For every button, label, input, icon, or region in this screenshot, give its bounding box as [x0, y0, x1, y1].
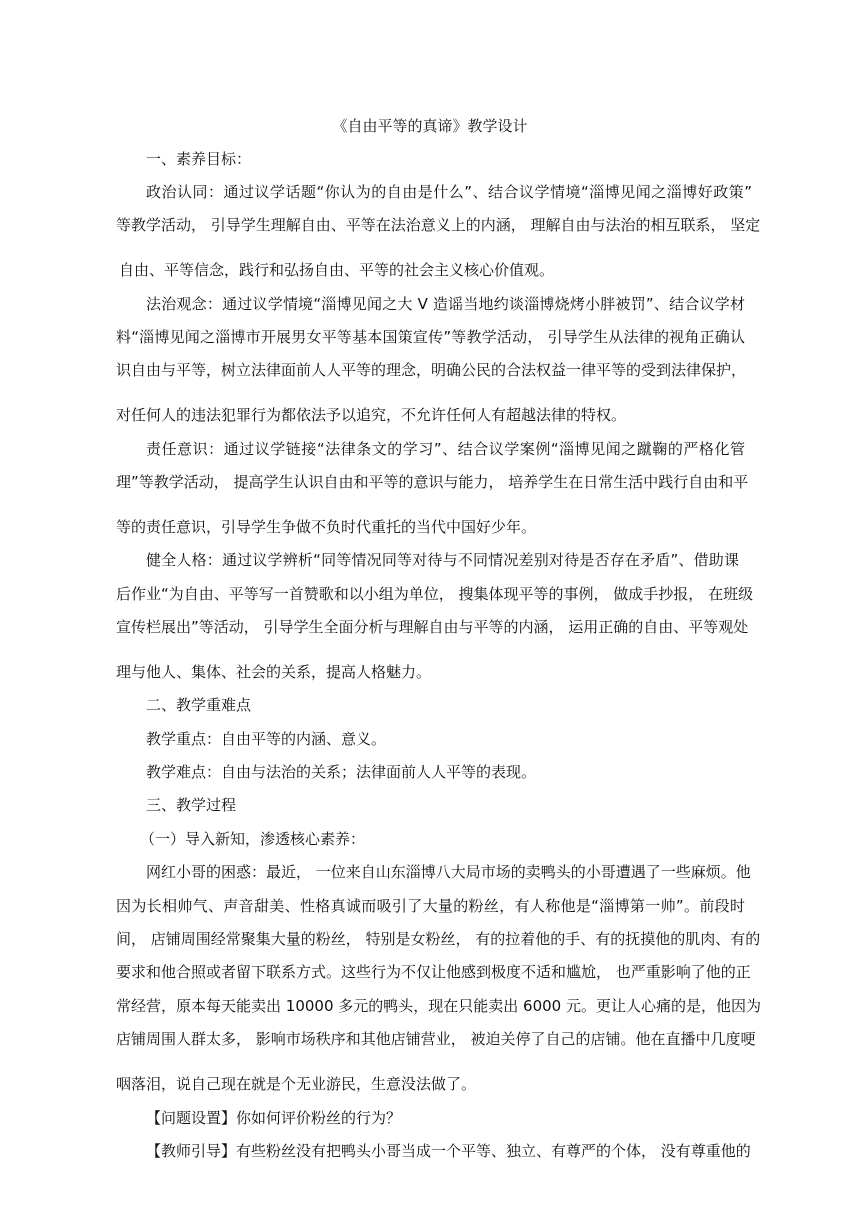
question-setting: 【问题设置】你如何评价粉丝的行为？ [146, 1109, 402, 1127]
subsection-heading: （一）导入新知，渗透核心素养： [140, 830, 366, 848]
paragraph-line: 网红小哥的困惑：最近， 一位来自山东淄博八大局市场的卖鸭头的小哥遭遇了一些麻烦。他 [146, 863, 751, 881]
paragraph-line: 咽落泪，说自己现在就是个无业游民，生意没法做了。 [116, 1075, 477, 1093]
paragraph-line: 理与他人、集体、社会的关系，提高人格魅力。 [116, 663, 432, 681]
section-heading-key-points: 二、教学重难点 [146, 696, 252, 714]
paragraph-line: 理”等教学活动， 提高学生认识自由和平等的意识与能力， 培养学生在日常生活中践行自由和平 [116, 473, 749, 491]
paragraph-line: 要求和他合照或者留下联系方式。这些行为不仅让他感到极度不适和尴尬， 也严重影响了他的正 [116, 963, 751, 981]
paragraph-line: 店铺周围人群太多， 影响市场秩序和其他店铺营业， 被迫关停了自己的店铺。他在直播中几度哽 [116, 1030, 756, 1048]
paragraph-line: 宣传栏展出”等活动， 引导学生全面分析与理解自由与平等的内涵， 运用正确的自由、平等观处 [116, 618, 749, 636]
paragraph-line: 法治观念：通过议学情境“淄博见闻之大 V 造谣当地约谈淄博烧烤小胖被罚”、结合议学材 [146, 295, 745, 313]
paragraph-line: 识自由与平等，树立法律面前人人平等的理念，明确公民的合法权益一律平等的受到法律保护， [116, 361, 747, 379]
paragraph-line: 等教学活动， 引导学生理解自由、平等在法治意义上的内涵， 理解自由与法治的相互联系， 坚定 [116, 216, 761, 234]
paragraph-line: 后作业“为自由、平等写一首赞歌和以小组为单位， 搜集体现平等的事例， 做成手抄报， 在班级 [116, 585, 754, 603]
paragraph-line: 间， 店铺周围经常聚集大量的粉丝， 特别是女粉丝， 有的拉着他的手、有的抚摸他的肌肉、有的 [116, 930, 761, 948]
paragraph-line: 政治认同：通过议学话题“你认为的自由是什么”、结合议学情境“淄博见闻之淄博好政策” [146, 183, 752, 201]
paragraph-line: 自由、平等信念，践行和弘扬自由、平等的社会主义核心价值观。 [119, 261, 555, 279]
teacher-guidance: 【教师引导】有些粉丝没有把鸭头小哥当成一个平等、独立、有尊严的个体， 没有尊重他的 [146, 1142, 751, 1160]
paragraph-line: 因为长相帅气、声音甜美、性格真诚而吸引了大量的粉丝，有人称他是“淄博第一帅”。前段时 [116, 897, 745, 915]
paragraph-line: 等的责任意识，引导学生争做不负时代重托的当代中国好少年。 [116, 518, 537, 536]
section-heading-goals: 一、素养目标： [146, 150, 252, 168]
paragraph-line: 料“淄博见闻之淄博市开展男女平等基本国策宣传”等教学活动， 引导学生从法律的视角正确认 [116, 328, 745, 346]
paragraph-line: 健全人格：通过议学辨析“同等情况同等对待与不同情况差别对待是否存在矛盾”、借助课 [146, 551, 739, 569]
paragraph-line: 对任何人的违法犯罪行为都依法予以追究，不允许任何人有超越法律的特权。 [116, 406, 627, 424]
paragraph-line: 常经营，原本每天能卖出 10000 多元的鸭头，现在只能卖出 6000 元。更让人心痛的是，他因为 [116, 997, 761, 1015]
section-heading-process: 三、教学过程 [146, 796, 237, 814]
document-title: 《自由平等的真谛》教学设计 [332, 117, 528, 135]
paragraph-line: 教学难点：自由与法治的关系；法律面前人人平等的表现。 [146, 763, 537, 781]
paragraph-line: 责任意识：通过议学链接“法律条文的学习”、结合议学案例“淄博见闻之蹴鞠的严格化管 [146, 440, 745, 458]
paragraph-line: 教学重点：自由平等的内涵、意义。 [146, 730, 387, 748]
